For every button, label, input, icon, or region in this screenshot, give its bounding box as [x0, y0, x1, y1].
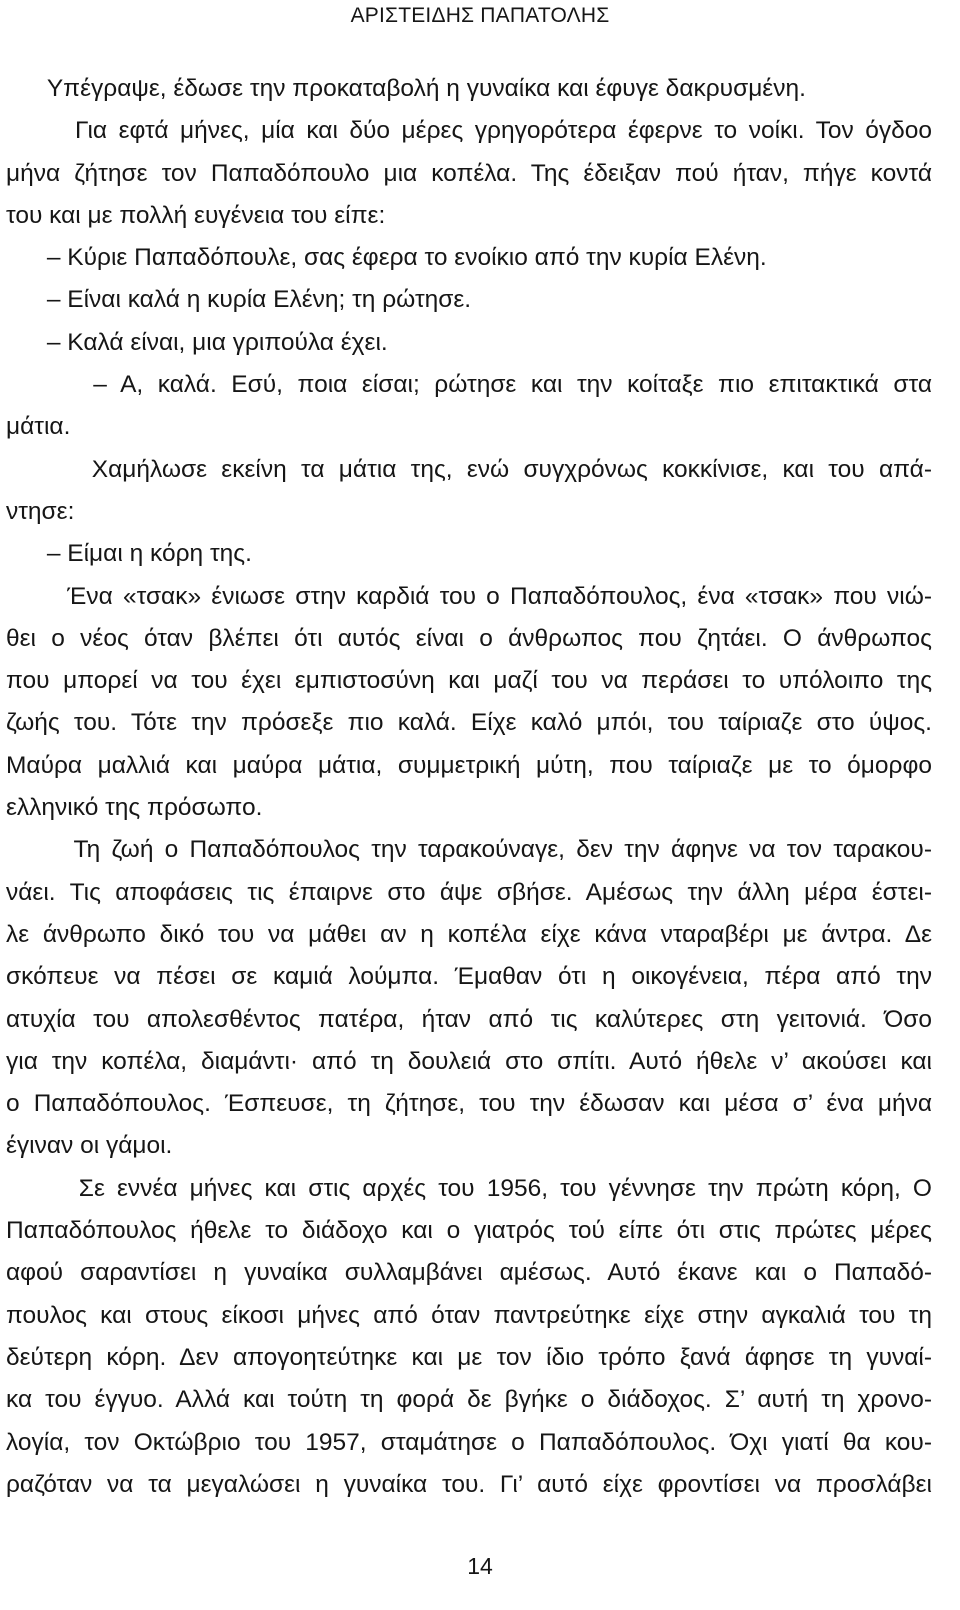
text-line: που μπορεί να του έχει εμπιστοσύνη και μαζί του να περάσει το υπόλοιπο της [6, 667, 932, 695]
text-line: λογία, τον Οκτώβριο του 1957, σταμάτησε ο Παπαδόπουλος. Όχι γιατί θα κου- [6, 1428, 932, 1456]
text-line: Υπέγραψε, έδωσε την προκαταβολή η γυναίκα και έφυγε δακρυσμένη. [6, 75, 806, 102]
text-line: ατυχία του απολεσθέντος πατέρα, ήταν από τις καλύτερες στη γειτονιά. Όσο [6, 1005, 932, 1033]
text-line: – Καλά είναι, μια γριπούλα έχει. [6, 328, 388, 356]
text-line: Για εφτά μήνες, μία και δύο μέρες γρηγορότερα έφερνε το νοίκι. Τον όγδοο [6, 117, 932, 145]
text-line: σκόπευε να πέσει σε καμιά λούμπα. Έμαθαν ότι η οικογένεια, πέρα από την [6, 963, 932, 991]
text-line: – Α, καλά. Εσύ, ποια είσαι; ρώτησε και την κοίταξε πιο επιτακτικά στα [6, 371, 932, 399]
text-line: – Είναι καλά η κυρία Ελένη; τη ρώτησε. [6, 286, 472, 314]
text-line: μάτια. [6, 413, 71, 441]
text-line: λε άνθρωπο δικό του να μάθει αν η κοπέλα είχε κάνα νταραβέρι με άντρα. Δε [6, 920, 932, 948]
text-line: ελληνικό της πρόσωπο. [6, 794, 263, 822]
text-line: – Κύριε Παπαδόπουλε, σας έφερα το ενοίκιο από την κυρία Ελένη. [6, 244, 767, 272]
text-line: ο Παπαδόπουλος. Έσπευσε, τη ζήτησε, του την έδωσαν και μέσα σ’ ένα μήνα [6, 1090, 932, 1118]
text-line: πουλος και στους είκοσι μήνες από όταν παντρεύτηκε είχε στην αγκαλιά του τη [6, 1301, 932, 1329]
page-number: 14 [467, 1553, 493, 1579]
text-line: Τη ζωή ο Παπαδόπουλος την ταρακούναγε, δεν την άφηνε να τον ταρακου- [6, 836, 932, 864]
text-line: Μαύρα μαλλιά και μαύρα μάτια, συμμετρική μύτη, που ταίριαζε με το όμορφο [6, 751, 932, 779]
text-line: νάει. Τις αποφάσεις τις έπαιρνε στο άψε σβήσε. Αμέσως την άλλη μέρα έστει- [6, 878, 932, 906]
text-line: δεύτερη κόρη. Δεν απογοητεύτηκε και με τον ίδιο τρόπο ξανά άφησε τη γυναί- [6, 1343, 932, 1371]
text-line: ζωής του. Τότε την πρόσεξε πιο καλά. Είχε καλό μπόι, του ταίριαζε στο ύψος. [6, 709, 932, 737]
text-line: ντησε: [6, 497, 75, 525]
running-header: ΑΡΙΣΤΕΙΔΗΣ ΠΑΠΑΤΟΛΗΣ [350, 4, 610, 27]
text-line: θει ο νέος όταν βλέπει ότι αυτός είναι ο άνθρωπος που ζητάει. Ο άνθρωπος [6, 624, 932, 652]
text-line: Σε εννέα μήνες και στις αρχές του 1956, του γέννησε την πρώτη κόρη, Ο [6, 1174, 932, 1202]
text-line: Ένα «τσακ» ένιωσε στην καρδιά του ο Παπαδόπουλος, ένα «τσακ» που νιώ- [6, 582, 932, 610]
text-line: Παπαδόπουλος ήθελε το διάδοχο και ο γιατρός τού είπε ότι στις πρώτες μέρες [6, 1217, 932, 1245]
text-line: έγιναν οι γάμοι. [6, 1132, 173, 1160]
text-line: μήνα ζήτησε τον Παπαδόπουλο μια κοπέλα. Της έδειξαν πού ήταν, πήγε κοντά [6, 159, 932, 187]
page-body-text [6, 68, 932, 1506]
text-line: Χαμήλωσε εκείνη τα μάτια της, ενώ συγχρόνως κοκκίνισε, και του απά- [6, 455, 932, 483]
text-line: του και με πολλή ευγένεια του είπε: [6, 201, 386, 229]
text-line: ραζόταν να τα μεγαλώσει η γυναίκα του. Γι’ αυτό είχε φροντίσει να προσλάβει [6, 1470, 932, 1498]
text-line: κα του έγγυο. Αλλά και τούτη τη φορά δε βγήκε ο διάδοχος. Σ’ αυτή τη χρονο- [6, 1386, 932, 1414]
text-line: – Είμαι η κόρη της. [6, 540, 252, 568]
text-line: για την κοπέλα, διαμάντι· από τη δουλειά στο σπίτι. Αυτό ήθελε ν’ ακούσει και [6, 1047, 932, 1075]
text-line: αφού σαραντίσει η γυναίκα συλλαμβάνει αμέσως. Αυτό έκανε και ο Παπαδό- [6, 1259, 932, 1287]
